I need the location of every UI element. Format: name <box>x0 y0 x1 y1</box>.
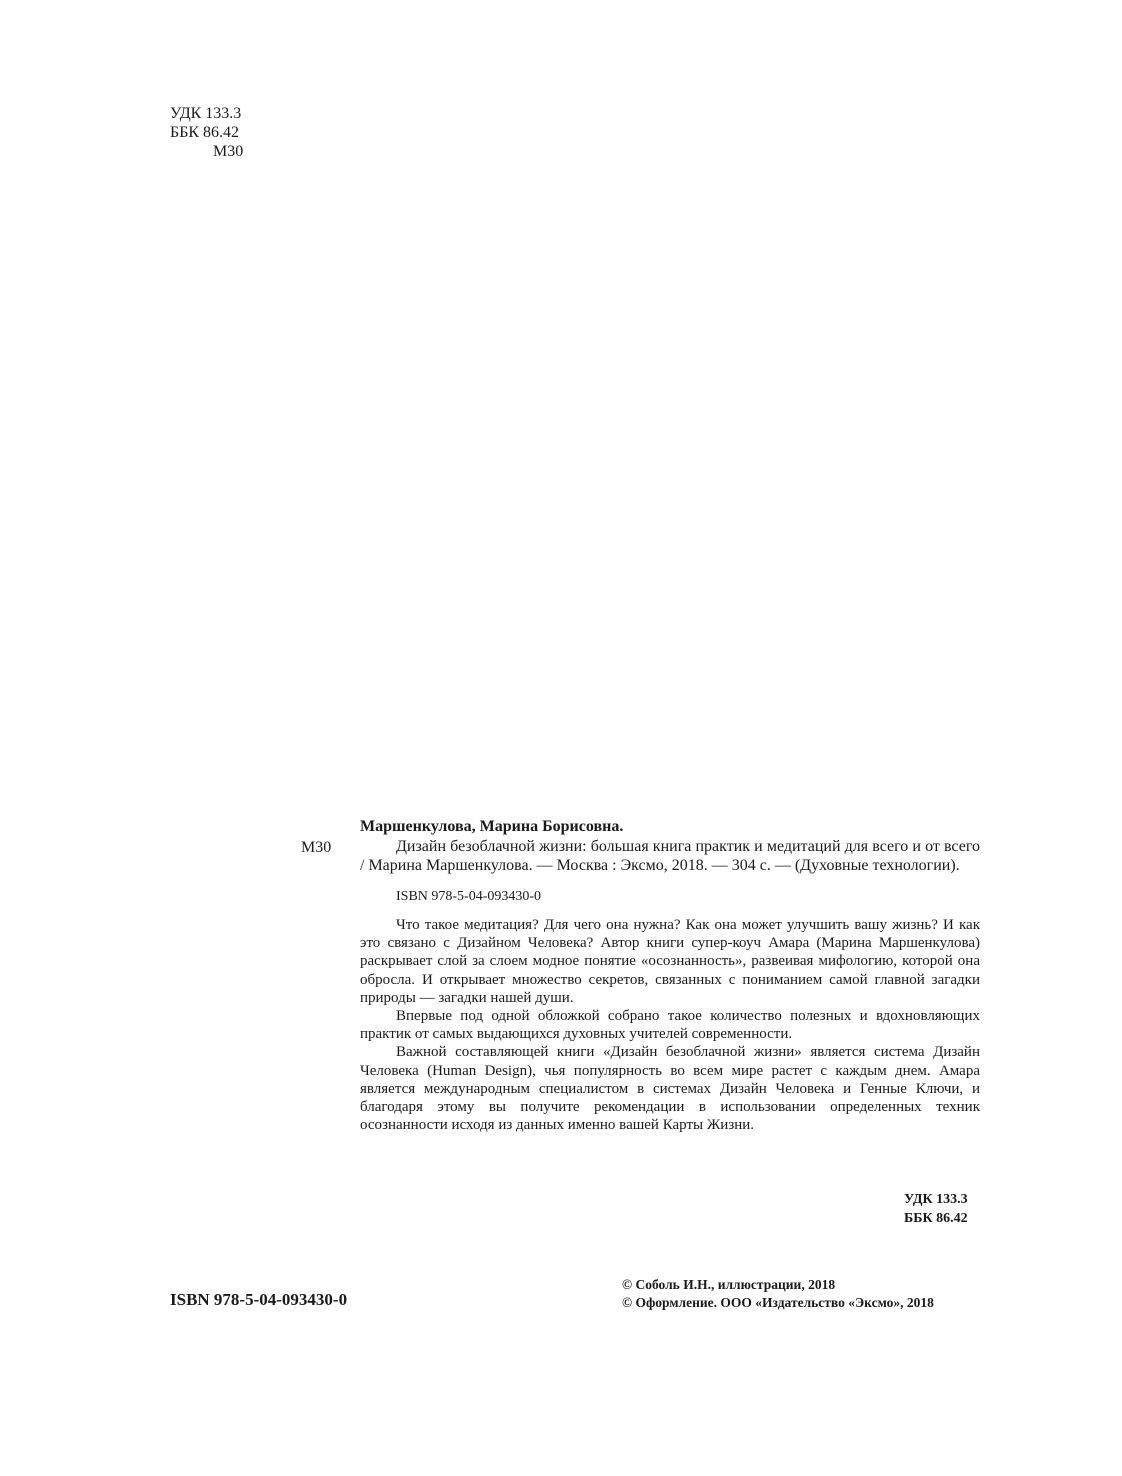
udk-code: УДК 133.3 <box>170 105 242 122</box>
record-description: Дизайн безоблачной жизни: большая книга практик и медитаций для всего и от всего / Марина Маршенкулова. — Москва : Эксмо, 2018. — 304 с. — (Духовные технологии). <box>360 837 980 874</box>
copyright-design: © Оформление. ООО «Издательство «Эксмо», 2018 <box>622 1295 934 1310</box>
bbk-code: ББК 86.42 <box>170 124 240 141</box>
record-isbn: ISBN 978-5-04-093430-0 <box>396 888 542 904</box>
bbk-code-bottom: ББК 86.42 <box>904 1211 968 1226</box>
bibliographic-record <box>360 817 980 1134</box>
record-author: Маршенкулова, Марина Борисовна. <box>360 818 624 835</box>
top-classification <box>170 104 243 161</box>
udk-code-bottom: УДК 133.3 <box>904 1192 968 1207</box>
bottom-classification <box>904 1190 968 1228</box>
footer-isbn: ISBN 978-5-04-093430-0 <box>170 1290 348 1309</box>
author-mark-margin: М30 <box>301 839 332 856</box>
copyright-block <box>622 1276 934 1312</box>
copyright-illustrations: © Соболь И.Н., иллюстрации, 2018 <box>622 1277 836 1292</box>
annotation-paragraph: Впервые под одной обложкой собрано такое количество полезных и вдохновляющих практик от самых выдающихся духовных учителей современности. <box>360 1008 980 1043</box>
record-annotation <box>360 916 980 1134</box>
annotation-paragraph: Важной составляющей книги «Дизайн безоблачной жизни» является система Дизайн Человека (Human Design), чья популярность во всем мире растет с каждым днем. Амара является международным специалистом в системах Дизайн Человека и Генные Ключи, и благодаря этому вы получите рекомендации в использовании определенных техник осознанности исходя из данных именно вашей Карты Жизни. <box>360 1044 980 1134</box>
annotation-paragraph: Что такое медитация? Для чего она нужна? Как она может улучшить вашу жизнь? И как это связано с Дизайном Человека? Автор книги супер-коуч Амара (Марина Маршенкулова) раскрывает слой за слоем модное понятие «осознанность», развеивая мифологию, которой она обросла. И открывает множество секретов, связанных с пониманием самой главной загадки природы — загадки нашей души. <box>360 917 980 1006</box>
author-mark-top: М30 <box>213 143 244 160</box>
